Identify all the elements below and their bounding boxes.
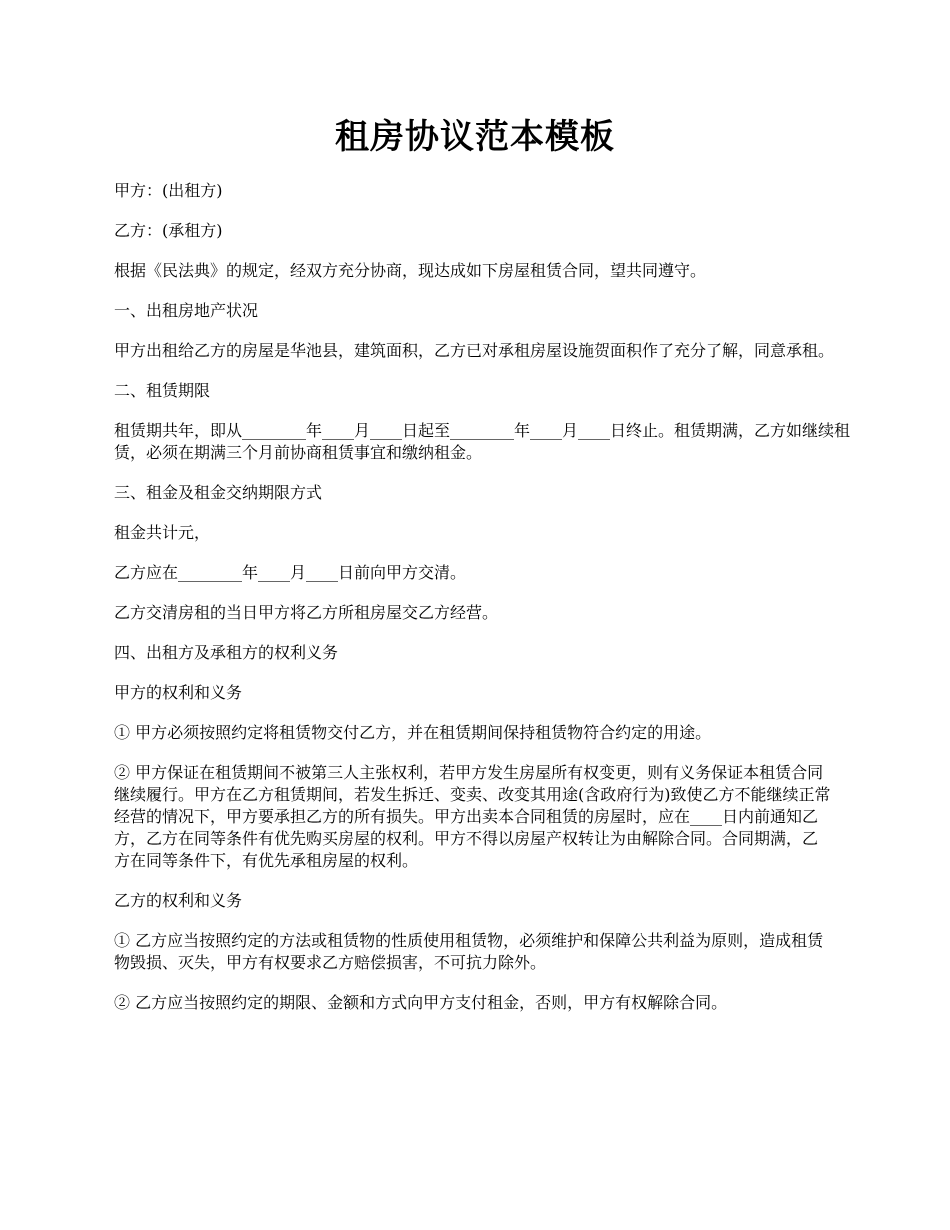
section-heading-rent: 三、租金及租金交纳期限方式 xyxy=(114,483,323,502)
preamble-paragraph: 根据《民法典》的规定，经双方充分协商，现达成如下房屋租赁合同，望共同遵守。 xyxy=(114,261,707,280)
section-heading-property: 一、出租房地产状况 xyxy=(114,301,259,320)
section-heading-term: 二、租赁期限 xyxy=(114,381,211,400)
party-a-line: 甲方：(出租方) xyxy=(114,181,223,200)
party-a-obligation-2: ② 甲方保证在租赁期间不被第三人主张权利，若甲方发生房屋所有权变更，则有义务保证本租赁合同继续履行。甲方在乙方租赁期间，若发生拆迁、变卖、改变其用途(含政府行为)致使乙方不能继续正常经营的情况下，甲方要承担乙方的所有损失。甲方出卖本合同租赁的房屋时，应在____日内前通知乙方，乙方在同等条件有优先购买房屋的权利。甲方不得以房屋产权转让为由解除合同。合同期满，乙方在同等条件下，有优先承租房屋的权利。 xyxy=(114,763,831,870)
party-a-obligation-1: ① 甲方必须按照约定将租赁物交付乙方，并在租赁期间保持租赁物符合约定的用途。 xyxy=(114,723,712,742)
handover-paragraph: 乙方交清房租的当日甲方将乙方所租房屋交乙方经营。 xyxy=(114,603,499,622)
rent-total-paragraph: 租金共计元， xyxy=(114,523,211,542)
subheading-party-a-rights: 甲方的权利和义务 xyxy=(114,683,243,702)
section-heading-rights: 四、出租方及承租方的权利义务 xyxy=(114,643,339,662)
document-title: 租房协议范本模板 xyxy=(335,117,615,157)
term-paragraph: 租赁期共年，即从________年____月____日起至________年____月____日终止。租赁期满，乙方如继续租赁，必须在期满三个月前协商租赁事宜和缴纳租金。 xyxy=(114,421,851,462)
document-body xyxy=(114,180,856,1032)
party-b-obligation-2: ② 乙方应当按照约定的期限、金额和方式向甲方支付租金，否则，甲方有权解除合同。 xyxy=(114,993,728,1012)
property-paragraph: 甲方出租给乙方的房屋是华池县，建筑面积，乙方已对承租房屋设施贺面积作了充分了解，同意承租。 xyxy=(114,341,835,360)
rent-due-paragraph: 乙方应在________年____月____日前向甲方交清。 xyxy=(114,563,467,582)
subheading-party-b-rights: 乙方的权利和义务 xyxy=(114,891,243,910)
party-b-obligation-1: ① 乙方应当按照约定的方法或租赁物的性质使用租赁物，必须维护和保障公共利益为原则，造成租赁物毁损、灭失，甲方有权要求乙方赔偿损害，不可抗力除外。 xyxy=(114,931,824,972)
party-b-line: 乙方：(承租方) xyxy=(114,221,223,240)
